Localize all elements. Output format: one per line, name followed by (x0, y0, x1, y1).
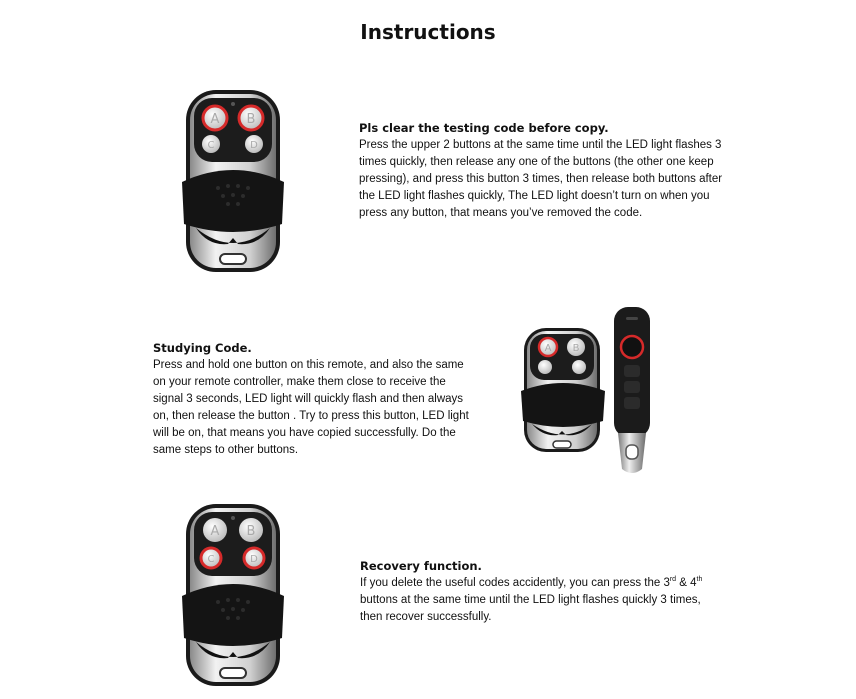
instruction-recovery (360, 558, 730, 626)
section-heading: Studying Code. (153, 341, 252, 355)
target-remote-controller (608, 305, 656, 477)
svg-text:B: B (246, 112, 256, 127)
line-text: If you delete the useful codes accidently, you can press the 3 (360, 577, 670, 589)
svg-text:C: C (207, 140, 215, 151)
remote-illustration-bottom-buttons (178, 500, 288, 690)
line-text: & 4 (676, 577, 697, 589)
section-line: buttons at the same time until the LED light flashes quickly 3 times, (360, 594, 701, 606)
section-line: times quickly, then release any one of the buttons (the other one keep (359, 156, 714, 168)
ordinal-suffix: rd (669, 576, 677, 584)
section-line: on, then release the button . Try to press this button, LED light (153, 410, 469, 422)
section-heading: Recovery function. (360, 559, 482, 573)
ordinal-suffix: th (696, 576, 703, 584)
instruction-clear-code (359, 120, 729, 222)
section-line: same steps to other buttons. (153, 444, 299, 456)
svg-text:C: C (207, 554, 215, 565)
page-title: Instructions (360, 20, 496, 44)
section-line: Press and hold one button on this remote, and also the same (153, 359, 464, 371)
svg-text:D: D (250, 554, 258, 565)
section-line: Press the upper 2 buttons at the same time until the LED light flashes 3 (359, 139, 722, 151)
section-line: pressing), and press this button 3 times, then release both buttons after (359, 173, 723, 185)
button-highlighted (621, 336, 643, 358)
svg-text:A: A (210, 524, 220, 539)
section-line: on your remote controller, make them close to receive the (153, 376, 446, 388)
section-heading: Pls clear the testing code before copy. (359, 121, 609, 135)
svg-text:D: D (250, 140, 258, 151)
section-line: will be on, that means you have copied successfully. Do the (153, 427, 456, 439)
section-line: the LED light flashes quickly, The LED light doesn’t turn on when you (359, 190, 710, 202)
svg-text:B: B (572, 343, 580, 354)
section-line (360, 575, 730, 592)
button-d (572, 360, 586, 374)
svg-text:A: A (544, 343, 552, 354)
svg-text:B: B (246, 524, 256, 539)
svg-text:A: A (210, 112, 220, 127)
remote-illustration-top-buttons (178, 86, 288, 276)
button-c (538, 360, 552, 374)
section-line: signal 3 seconds, LED light will quickly flash and then always (153, 393, 464, 405)
section-line: press any button, that means you’ve removed the code. (359, 207, 643, 219)
section-line: then recover successfully. (360, 611, 492, 623)
instruction-studying-code (153, 340, 483, 459)
remote-illustration-copy (518, 325, 608, 455)
